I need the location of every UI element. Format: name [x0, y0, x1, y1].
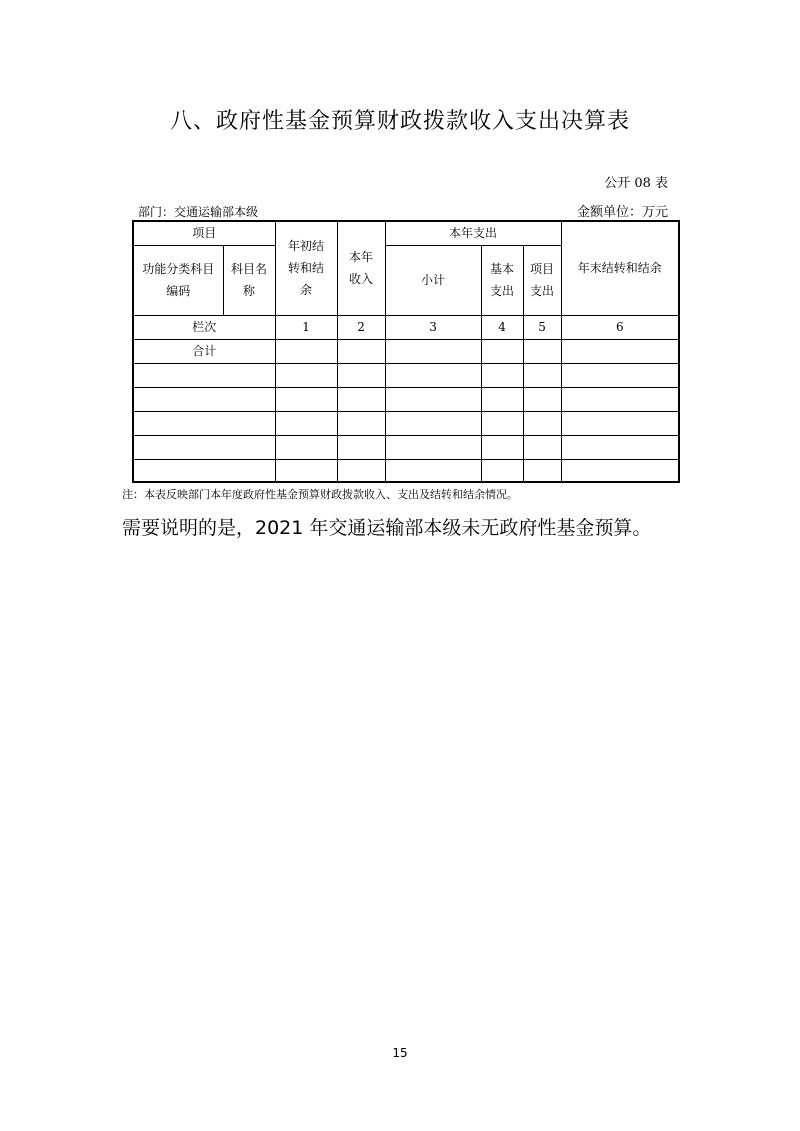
- table-note: 注：本表反映部门本年度政府性基金预算财政拨款收入、支出及结转和结余情况。: [122, 488, 518, 501]
- header-subject-name: 科目名称: [223, 245, 275, 315]
- header-end-balance: 年末结转和结余: [561, 221, 679, 315]
- page-number: 15: [392, 1046, 408, 1060]
- header-item: 项目: [133, 221, 275, 245]
- page-title: 八、政府性基金预算财政拨款收入支出决算表: [169, 109, 630, 134]
- table-row: [133, 459, 679, 482]
- col-number: 2: [337, 315, 385, 339]
- row-total-label: 合计: [133, 339, 275, 363]
- col-number: 4: [481, 315, 523, 339]
- col-number: 5: [523, 315, 561, 339]
- header-func-code: 功能分类科目编码: [133, 245, 223, 315]
- header-begin-balance: 年初结转和结余: [275, 221, 337, 315]
- table-row: [133, 387, 679, 411]
- unit-label: 金额单位：万元: [576, 205, 668, 220]
- table-row-total: [133, 339, 679, 363]
- col-number: 3: [385, 315, 481, 339]
- table-row: [133, 411, 679, 435]
- row-column-label: 栏次: [133, 315, 275, 339]
- col-number: 6: [561, 315, 679, 339]
- header-project: 项目支出: [523, 245, 561, 315]
- header-expense: 本年支出: [385, 221, 561, 245]
- department-label: 部门：交通运输部本级: [138, 205, 259, 219]
- table-row: [133, 363, 679, 387]
- budget-table: [132, 220, 680, 483]
- form-code: 公开 08 表: [604, 176, 668, 191]
- col-number: 1: [275, 315, 337, 339]
- explanation-text: 需要说明的是，2021 年交通运输部本级未无政府性基金预算。: [122, 517, 652, 539]
- table-row: [133, 435, 679, 459]
- header-subtotal: 小计: [385, 245, 481, 315]
- header-income: 本年收入: [337, 221, 385, 315]
- header-basic: 基本支出: [481, 245, 523, 315]
